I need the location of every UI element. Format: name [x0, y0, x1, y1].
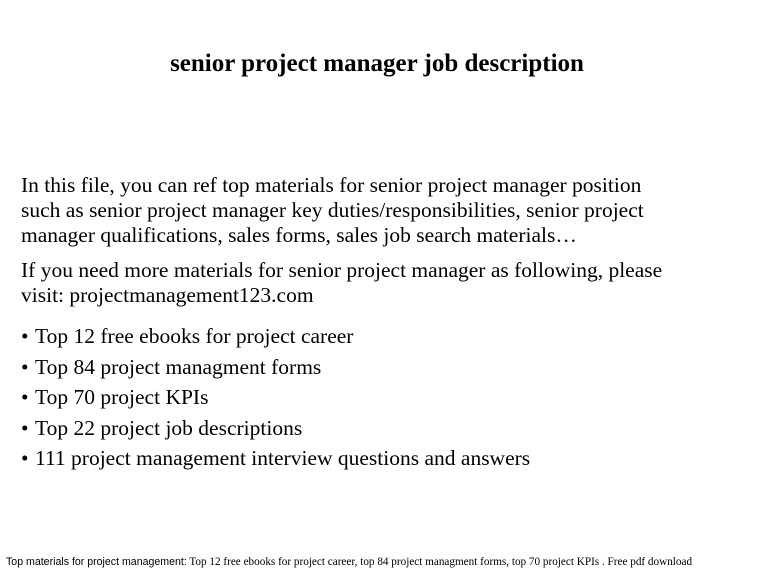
list-item [21, 382, 756, 413]
intro-line: such as senior project manager key duties/responsibilities, senior project [21, 198, 644, 222]
bullet-icon: • [21, 415, 29, 440]
bullet-icon: • [21, 446, 29, 470]
list-item-text: Top 84 project managment forms [35, 354, 322, 379]
bullet-icon: • [21, 385, 29, 409]
list-item [21, 443, 756, 474]
intro-line: In this file, you can ref top materials for senior project manager position [21, 173, 642, 197]
list-item-text: Top 12 free ebooks for project career [35, 324, 354, 348]
materials-list [21, 321, 756, 474]
bullet-icon: • [21, 324, 29, 348]
intro-line: manager qualifications, sales forms, sales job search materials… [21, 223, 577, 247]
list-item-text: Top 22 project job descriptions [35, 415, 303, 440]
list-item-text: Top 70 project KPIs [35, 385, 209, 409]
bullet-icon: • [21, 354, 29, 379]
footer-bar [6, 555, 764, 569]
list-item [21, 321, 756, 352]
page-title: senior project manager job description [170, 50, 584, 77]
list-item [21, 352, 756, 383]
list-item [21, 413, 756, 444]
footer-label: Top materials for project management: [6, 556, 187, 568]
more-materials-paragraph [21, 258, 756, 308]
more-materials-line: If you need more materials for senior project manager as following, please [21, 258, 663, 282]
intro-paragraph [21, 173, 756, 248]
footer-text: Top 12 free ebooks for project career, top 84 project managment forms, top 70 project KPIs . Free pdf download [189, 556, 693, 568]
main-content [21, 173, 756, 474]
more-materials-line: visit: projectmanagement123.com [21, 283, 314, 307]
list-item-text: 111 project management interview questions and answers [35, 446, 531, 470]
